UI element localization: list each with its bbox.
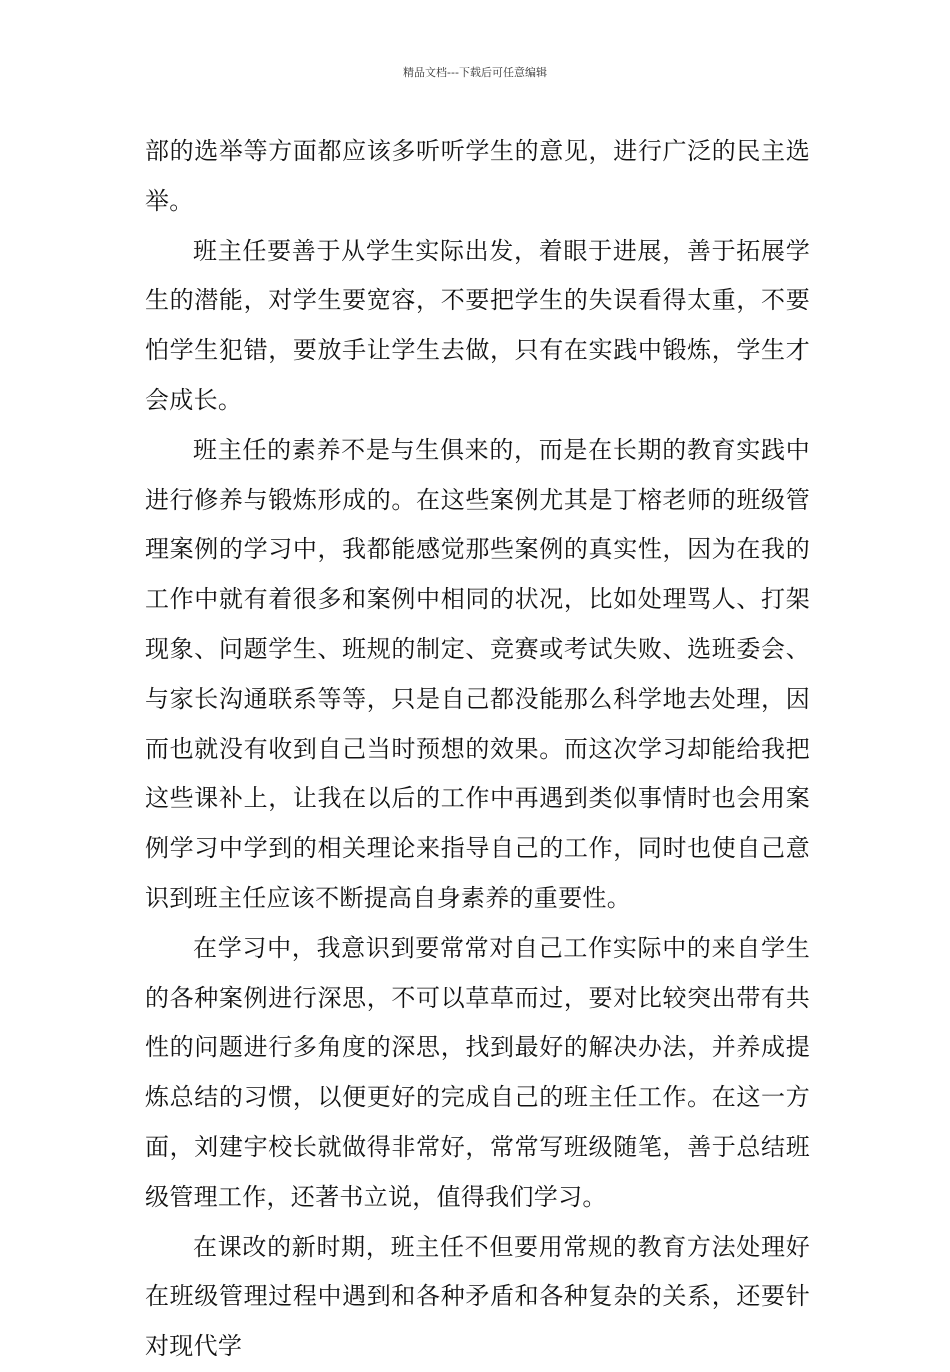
paragraph-practice: 班主任要善于从学生实际出发，着眼于进展，善于拓展学生的潜能，对学生要宽容，不要把学生的失误看得太重，不要怕学生犯错，要放手让学生去做，只有在实践中锻炼，学生才会成长。 bbox=[145, 236, 810, 414]
document-body bbox=[145, 127, 810, 1372]
paragraph-cultivation: 班主任的素养不是与生俱来的，而是在长期的教育实践中进行修养与锻炼形成的。在这些案例尤其是丁榕老师的班级管理案例的学习中，我都能感觉那些案例的真实性，因为在我的工作中就有着很多和案例中相同的状况，比如处理骂人、打架现象、问题学生、班规的制定、竞赛或考试失败、选班委会、与家长沟通联系等等，只是自己都没能那么科学地去处理，因而也就没有收到自己当时预想的效果。而这次学习却能给我把这些课补上，让我在以后的工作中再遇到类似事情时也会用案例学习中学到的相关理论来指导自己的工作，同时也使自己意识到班主任应该不断提高自身素养的重要性。 bbox=[145, 435, 810, 912]
paragraph-reflection: 在学习中，我意识到要常常对自己工作实际中的来自学生的各种案例进行深思，不可以草草而过，要对比较突出带有共性的问题进行多角度的深思，找到最好的解决办法，并养成提炼总结的习惯，以便更好的完成自己的班主任工作。在这一方面，刘建宇校长就做得非常好，常常写班级随笔，善于总结班级管理工作，还著书立说，值得我们学习。 bbox=[145, 933, 810, 1211]
paragraph-reform: 在课改的新时期，班主任不但要用常规的教育方法处理好在班级管理过程中遇到和各种矛盾和各种复杂的关系，还要针对现代学 bbox=[145, 1232, 810, 1361]
page-header: 精品文档---下载后可任意编辑 bbox=[403, 66, 547, 79]
paragraph-continuation: 部的选举等方面都应该多听听学生的意见，进行广泛的民主选举。 bbox=[145, 137, 810, 215]
